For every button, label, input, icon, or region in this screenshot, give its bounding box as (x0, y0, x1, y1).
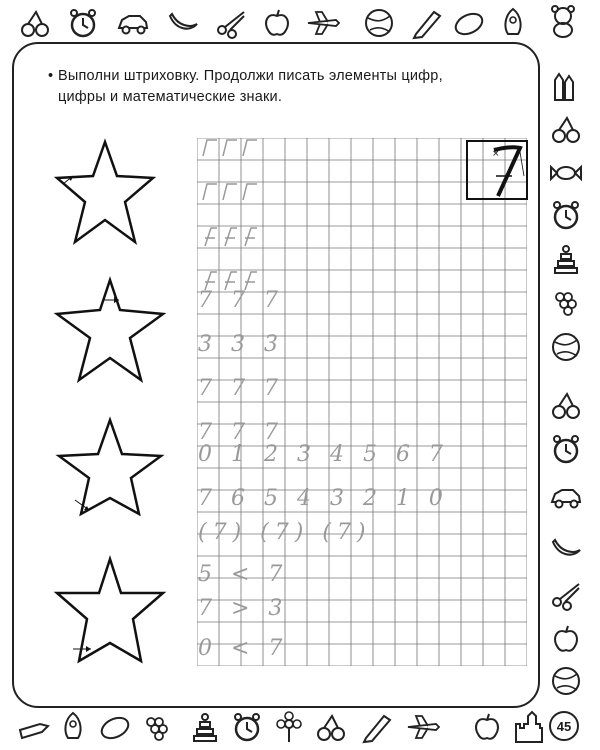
clock-icon (549, 198, 583, 232)
pencil-icon (410, 6, 444, 40)
lemon-icon (98, 710, 132, 744)
ball-icon (549, 330, 583, 364)
copybook-row: 0 < 7 (198, 636, 289, 661)
grapes-icon (140, 710, 174, 744)
stroke-element (203, 140, 217, 156)
star-shape-3 (55, 418, 165, 518)
apple-icon (470, 710, 504, 744)
scissors-icon (549, 578, 583, 612)
copybook-row: 7 7 7 (198, 288, 284, 313)
airplane-icon (306, 6, 340, 40)
ball-icon (549, 664, 583, 698)
instruction-line-2: цифры и математические знаки. (58, 89, 283, 105)
flower-icon (272, 710, 306, 744)
copybook-row: 7 6 5 4 3 2 1 0 (198, 486, 449, 511)
clock-icon (230, 710, 264, 744)
scissors-icon (214, 6, 248, 40)
copybook-row: 7 7 7 (198, 376, 284, 401)
teddy-bear-icon (546, 4, 580, 38)
banana-icon (549, 532, 583, 566)
rocket-icon (496, 6, 530, 40)
crayon-icon (16, 710, 50, 744)
clock-icon (549, 432, 583, 466)
castle-icon (512, 710, 546, 744)
pyramid-toy-icon (549, 242, 583, 276)
cherries-icon (549, 388, 583, 422)
sample-digit-seven (466, 140, 528, 202)
instruction-line-1: Выполни штриховку. Продолжи писать элементы цифр, (58, 68, 443, 84)
stroke-element (243, 184, 257, 200)
star-shape-2 (55, 278, 165, 383)
star-shape-4 (55, 557, 165, 665)
clock-icon (66, 6, 100, 40)
copybook-row: 7 > 3 (198, 596, 289, 621)
rocket-icon (56, 710, 90, 744)
stroke-element (203, 184, 217, 200)
lemon-icon (452, 6, 486, 40)
ball-icon (362, 6, 396, 40)
stroke-element (205, 228, 217, 246)
copybook-row: 0 1 2 3 4 5 6 7 (198, 442, 449, 467)
copybook-row: 7 7 7 (198, 420, 284, 445)
crayons-icon (549, 70, 583, 104)
grapes-icon (549, 285, 583, 319)
stroke-element (243, 140, 257, 156)
star-shape-1 (55, 138, 155, 248)
apple-icon (260, 6, 294, 40)
cherries-icon (314, 710, 348, 744)
page-number: 45 (549, 711, 579, 741)
stroke-element (225, 228, 237, 246)
car-icon (549, 480, 583, 514)
stroke-element (245, 228, 257, 246)
pyramid-toy-icon (188, 710, 222, 744)
bullet: • (48, 68, 54, 84)
copybook-row: (7) (7) (7) (198, 520, 372, 545)
stroke-element (223, 184, 237, 200)
banana-icon (166, 6, 200, 40)
stroke-element (223, 140, 237, 156)
car-icon (116, 6, 150, 40)
instruction-text (48, 66, 518, 108)
pencil-icon (360, 710, 394, 744)
cherries-icon (18, 6, 52, 40)
apple-icon (549, 622, 583, 656)
svg-text:×: × (492, 149, 500, 159)
candy-icon (549, 156, 583, 190)
cherries-icon (549, 112, 583, 146)
airplane-icon (406, 710, 440, 744)
copybook-row: 3 3 3 (198, 332, 284, 357)
copybook-row: 5 < 7 (198, 562, 289, 587)
